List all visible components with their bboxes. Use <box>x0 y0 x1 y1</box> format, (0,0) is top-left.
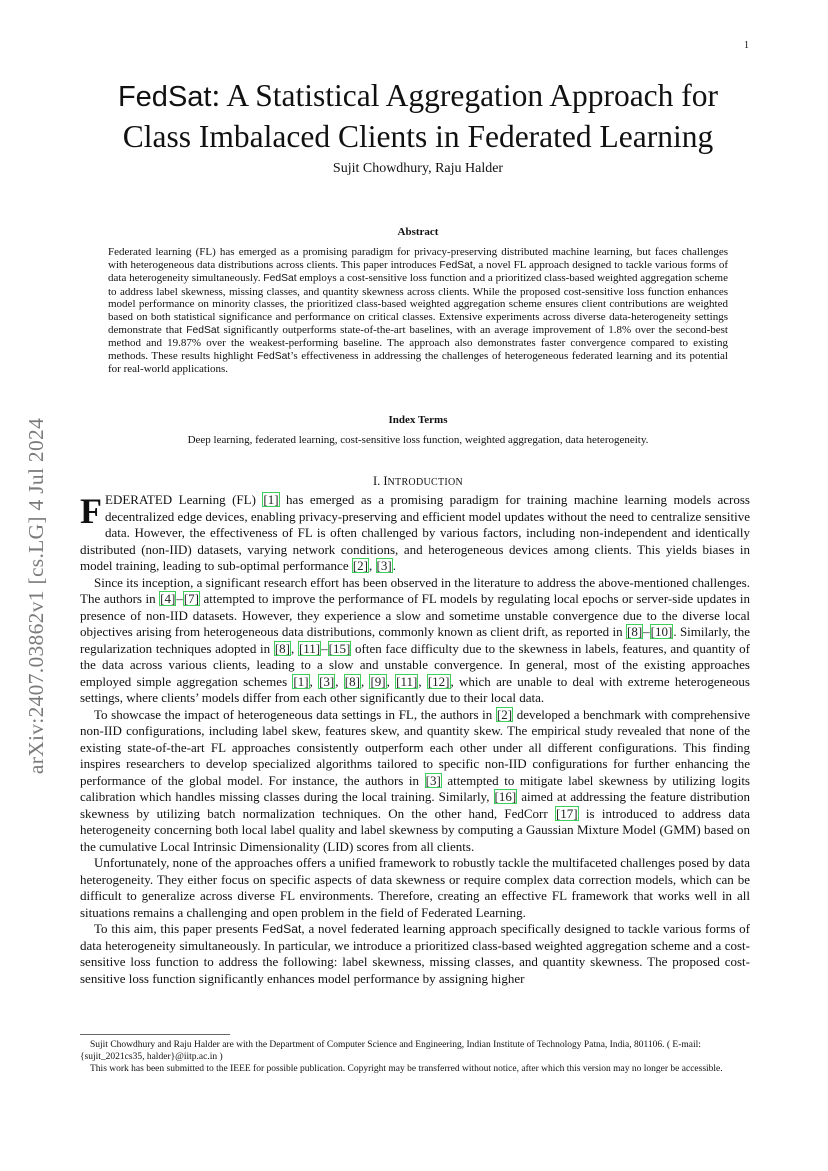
paragraph: Unfortunately, none of the approaches offers a unified framework to robustly tackle the multifaceted challenges posed by data heterogeneity. They either focus on specific aspects of data skewness or require complex data correction models, which can be difficult to generalize across diverse FL environments. Therefore, creating an effective FL framework that works well in all situations remains a challenging and open problem in the field of Federated Learning. <box>80 855 750 920</box>
text: is introduced to address data heterogeneity concerning both local label quality and label skewness by computing a Gaussian Mixture Model (GMM) based on the cumulative Local Intrinsic Dimensionality (LID) scores from all clients. <box>80 805 750 854</box>
citation-link[interactable]: [8] <box>344 673 360 689</box>
citation-link[interactable]: [12] <box>427 673 450 689</box>
author-list: Sujit Chowdhury, Raju Halder <box>332 161 504 176</box>
paragraph <box>80 921 750 987</box>
text: , <box>291 640 298 656</box>
text: attempted to improve the performance of FL models by regulating local epochs or server-side updates in presence of non-IID datasets. However, they experience a slow and sometime unstable convergence due to the diverse local objectives arising from heterogeneous data distributions, commonly known as client drift, as reported in <box>80 591 751 639</box>
drop-cap: F <box>80 491 102 531</box>
citation-link[interactable]: [1] <box>293 673 309 689</box>
paragraph <box>80 492 750 575</box>
footnotes <box>80 1039 750 1075</box>
text: aimed at addressing the feature distribution skewness by utilizing batch normalization techniques. On the other hand, FedCorr <box>80 789 751 821</box>
citation-link[interactable]: [1] <box>263 492 279 507</box>
text: has emerged as a promising paradigm for training machine learning models across decentralized edge devices, enabling privacy-preserving and efficient model updates without the need to centralize sensitive data. However, the effectiveness of FL is often challenged by various factors, including non-independent and identically distributed (non-IID) datasets, varying network conditions, and heterogeneous devices among clients. This yields biases in model training, leading to sub-optimal performance <box>80 492 750 573</box>
citation-link[interactable]: [10] <box>650 624 673 639</box>
page-number: 1 <box>744 40 749 51</box>
text: , <box>335 673 344 689</box>
index-terms-heading: Index Terms <box>388 414 448 426</box>
paragraph <box>80 707 750 856</box>
text: – <box>643 624 650 639</box>
text: , <box>386 673 396 689</box>
introduction-body <box>80 492 750 987</box>
citation-link[interactable]: [15] <box>328 640 351 656</box>
method-name: FedSat <box>263 273 297 285</box>
text: , which are unable to deal with extreme heterogeneous settings, where clients’ models differ from each other significantly due to their local data. <box>80 673 750 705</box>
citation-link[interactable]: [8] <box>274 640 290 656</box>
text: , a novel federated learning approach specifically designed to tackle various forms of data heterogeneity simultaneously. In particular, we introduce a prioritized class-based weighted aggregation scheme and a cost-sensitive loss function to address the following: label skewness, missing classes, and quantity skewness. The proposed cost-sensitive loss function significantly enhances model performance by assigning higher <box>80 921 751 986</box>
paragraph <box>80 575 750 707</box>
arxiv-stamp: arXiv:2407.03862v1 [cs.LG] 4 Jul 2024 <box>24 417 48 775</box>
method-name: FedSat <box>256 350 291 362</box>
abstract-text: significantly outperforms state-of-the-art baselines, with an average improvement of 1.8% over the second-best method and 19.87% over the weakest-performing baseline. The approach also demonstrates faster convergence compared to existing methods. These results highlight <box>108 323 728 362</box>
text: – <box>321 640 328 656</box>
citation-link[interactable]: [8] <box>626 624 643 639</box>
text: , <box>360 673 370 689</box>
citation-link[interactable]: [11] <box>396 673 418 689</box>
text: . Similarly, the regularization techniques adopted in <box>80 624 750 656</box>
text: . <box>392 558 396 573</box>
section-number: I. <box>372 474 384 488</box>
text: To showcase the impact of heterogeneous data settings in FL, the authors in <box>94 706 496 722</box>
footnote-divider <box>80 1034 230 1035</box>
citation-link[interactable]: [7] <box>183 591 199 606</box>
abstract-text: , a novel FL approach designed to tackle various forms of data heterogeneity simultaneously. <box>108 258 728 285</box>
method-name: FedSat <box>186 324 220 336</box>
citation-link[interactable]: [9] <box>370 673 386 689</box>
section-title-rest: NTRODUCTION <box>387 477 464 488</box>
abstract-text: ’s effectiveness in addressing the challenges of heterogeneous federated learning and its potential for real-world applications. <box>108 349 728 376</box>
text: developed a benchmark with comprehensive non-IID configurations, including label skew, features skew, and quantity skew. The empirical study revealed that none of the existing state-of-the-art FL approaches consistently outperform each other under all different configurations. This finding inspires researchers to develop specialized algorithms tailored to specific non-IID configurations for further enhancing the performance of the global model. For instance, the authors in <box>80 706 750 788</box>
title-method-name: FedSat <box>117 81 212 113</box>
citation-link[interactable]: [17] <box>555 805 578 821</box>
citation-link[interactable]: [2] <box>352 558 369 573</box>
section-heading-introduction <box>80 474 756 489</box>
abstract-heading: Abstract <box>397 226 439 238</box>
title-line1-rest: : A Statistical Aggregation Approach for <box>211 78 719 113</box>
abstract-body <box>108 246 728 376</box>
abstract-text: employs a cost-sensitive loss function and a prioritized class-based weighted aggregation scheme to address label skewness, missing classes, and quantity skewness across clients. While the proposed cost-sensitive loss function enhances model performance on minority classes, the prioritized class-based weighted aggregation scheme ensures client contributions are weighted based on both statistical significance and performance on critical classes. Extensive experiments across diverse data-heterogeneity settings demonstrate that <box>108 272 728 336</box>
text: EDERATED Learning (FL) <box>105 492 263 507</box>
text: attempted to mitigate label skewness by utilizing logits calibration which handles missing classes during the local training. Similarly, <box>80 772 750 804</box>
text: – <box>176 591 183 606</box>
text: , <box>369 558 376 573</box>
citation-link[interactable]: [11] <box>298 640 321 656</box>
citation-link[interactable]: [4] <box>160 591 176 606</box>
paper-title <box>80 76 756 157</box>
citation-link[interactable]: [3] <box>425 772 441 788</box>
citation-link[interactable]: [2] <box>496 706 513 722</box>
method-name: FedSat <box>439 259 473 271</box>
index-terms-body: Deep learning, federated learning, cost-sensitive loss function, weighted aggregation, data heterogeneity. <box>187 434 649 446</box>
text: often face difficulty due to the skewness in labels, features, and quantity of the data across various clients, leading to a slow and unstable convergence. In general, most of the existing approaches employed simple aggregation schemes <box>80 640 751 689</box>
section-title-initial: I <box>383 474 388 488</box>
citation-link[interactable]: [3] <box>319 673 335 689</box>
text: To this aim, this paper presents <box>94 921 263 936</box>
method-name: FedSat <box>262 922 302 936</box>
citation-link[interactable]: [3] <box>376 558 392 573</box>
footnote-affiliation: Sujit Chowdhury and Raju Halder are with the Department of Computer Science and Engineering, Indian Institute of Technology Patna, India, 801106. ( E-mail: {sujit_2021cs35, halder}@iitp.ac.in ) <box>80 1040 701 1062</box>
citation-link[interactable]: [16] <box>494 789 517 804</box>
text: Since its inception, a significant research effort has been observed in the literature to address the above-mentioned challenges. The authors in <box>80 574 750 606</box>
title-line2: Class Imbalaced Clients in Federated Learning <box>122 119 714 154</box>
footnote-copyright: This work has been submitted to the IEEE for possible publication. Copyright may be transferred without notice, after which this version may no longer be accessible. <box>90 1064 723 1074</box>
text: , <box>309 673 319 689</box>
text: , <box>418 673 427 689</box>
abstract-text: Federated learning (FL) has emerged as a promising paradigm for privacy-preserving distributed machine learning, but faces challenges with heterogeneous data distributions across clients. This paper introduces <box>108 246 728 271</box>
